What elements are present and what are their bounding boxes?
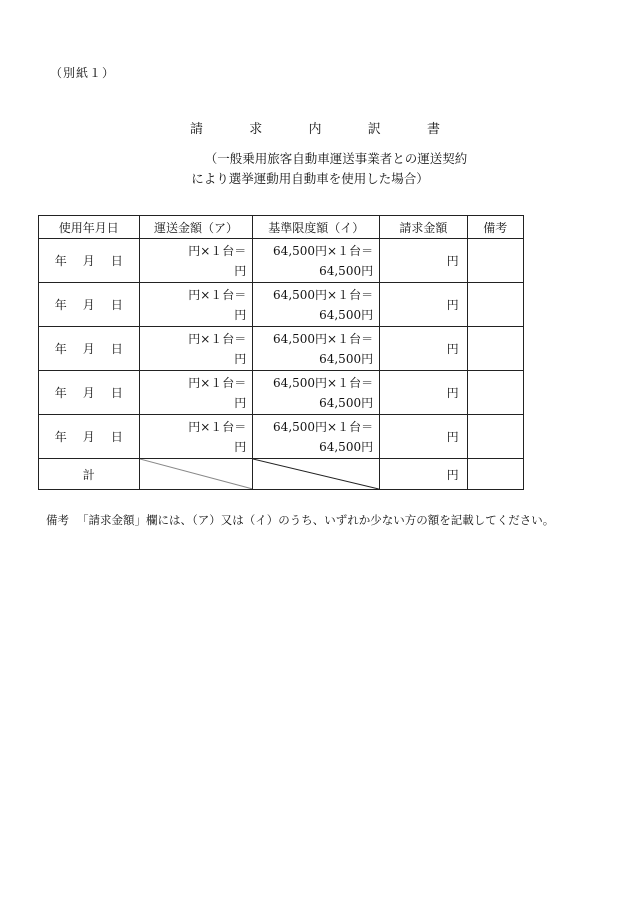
month-label: 月 (82, 386, 95, 400)
limit-result: 64,500円 (319, 439, 374, 454)
transport-amount-cell[interactable] (139, 327, 253, 371)
attachment-label: （別紙１） (50, 66, 116, 80)
table-row (39, 239, 524, 283)
month-label: 月 (82, 254, 95, 268)
limit-amount-cell (253, 371, 380, 415)
footnote-text: 「請求金額」欄には、（ア）又は（イ）のうち、いずれか少ない方の額を記載してください。 (77, 513, 555, 527)
footnote-label: 備考 (46, 513, 69, 527)
limit-result: 64,500円 (319, 351, 374, 366)
transport-formula: 円×１台＝ (188, 287, 247, 302)
limit-result: 64,500円 (319, 395, 374, 410)
total-label: 計 (39, 459, 140, 490)
limit-formula: 64,500円×１台＝ (273, 243, 374, 258)
year-label: 年 (54, 342, 67, 356)
usage-date-cell[interactable] (39, 283, 140, 327)
usage-date-cell[interactable] (39, 327, 140, 371)
table-row (39, 371, 524, 415)
header-limit-amount: 基準限度額（イ） (253, 216, 380, 239)
table-header-row (39, 216, 524, 239)
limit-amount-cell (253, 327, 380, 371)
total-claim-cell[interactable]: 円 (380, 459, 468, 490)
transport-amount-cell[interactable] (139, 239, 253, 283)
table-row (39, 415, 524, 459)
diagonal-strike-line (253, 459, 379, 489)
table-row (39, 327, 524, 371)
limit-result: 64,500円 (319, 307, 374, 322)
limit-formula: 64,500円×１台＝ (273, 419, 374, 434)
transport-result: 円 (234, 439, 247, 454)
day-label: 日 (110, 298, 123, 312)
transport-formula: 円×１台＝ (188, 243, 247, 258)
transport-result: 円 (234, 351, 247, 366)
transport-amount-cell[interactable] (139, 415, 253, 459)
limit-formula: 64,500円×１台＝ (273, 375, 374, 390)
title-char: 求 (249, 122, 263, 137)
day-label: 日 (110, 386, 123, 400)
claim-amount-cell[interactable]: 円 (380, 283, 468, 327)
title-char: 請 (190, 122, 204, 137)
year-label: 年 (54, 430, 67, 444)
remarks-cell[interactable] (467, 371, 523, 415)
claim-amount-cell[interactable]: 円 (380, 371, 468, 415)
limit-amount-cell (253, 415, 380, 459)
title-char: 書 (426, 122, 440, 137)
claim-amount-cell[interactable]: 円 (380, 327, 468, 371)
year-label: 年 (54, 254, 67, 268)
diagonal-strike-line (140, 459, 253, 489)
subtitle-line-2: により選挙運動用自動車を使用した場合） (191, 171, 429, 186)
transport-formula: 円×１台＝ (188, 331, 247, 346)
day-label: 日 (110, 342, 123, 356)
limit-amount-cell (253, 239, 380, 283)
table-row (39, 283, 524, 327)
remarks-cell[interactable] (467, 283, 523, 327)
header-remarks: 備考 (467, 216, 523, 239)
header-claim-amount: 請求金額 (380, 216, 468, 239)
remarks-cell[interactable] (467, 239, 523, 283)
month-label: 月 (82, 342, 95, 356)
transport-result: 円 (234, 263, 247, 278)
header-usage-date: 使用年月日 (39, 216, 140, 239)
transport-formula: 円×１台＝ (188, 419, 247, 434)
day-label: 日 (110, 254, 123, 268)
limit-formula: 64,500円×１台＝ (273, 331, 374, 346)
remarks-cell[interactable] (467, 415, 523, 459)
claim-amount-cell[interactable]: 円 (380, 239, 468, 283)
title-char: 訳 (367, 122, 381, 137)
claim-amount-cell[interactable]: 円 (380, 415, 468, 459)
limit-result: 64,500円 (319, 263, 374, 278)
struck-out-cell (253, 459, 380, 490)
total-row (39, 459, 524, 490)
month-label: 月 (82, 298, 95, 312)
subtitle-line-1: （一般乗用旅客自動車運送事業者との運送契約 (204, 151, 468, 166)
total-remarks-cell[interactable] (467, 459, 523, 490)
document-title (190, 118, 440, 137)
usage-date-cell[interactable] (39, 371, 140, 415)
struck-out-cell (139, 459, 253, 490)
header-transport-amount: 運送金額（ア） (139, 216, 253, 239)
month-label: 月 (82, 430, 95, 444)
transport-result: 円 (234, 395, 247, 410)
remarks-cell[interactable] (467, 327, 523, 371)
limit-formula: 64,500円×１台＝ (273, 287, 374, 302)
claim-breakdown-table (38, 215, 524, 490)
transport-amount-cell[interactable] (139, 371, 253, 415)
year-label: 年 (54, 386, 67, 400)
usage-date-cell[interactable] (39, 415, 140, 459)
transport-formula: 円×１台＝ (188, 375, 247, 390)
transport-amount-cell[interactable] (139, 283, 253, 327)
title-char: 内 (308, 122, 322, 137)
limit-amount-cell (253, 283, 380, 327)
usage-date-cell[interactable] (39, 239, 140, 283)
year-label: 年 (54, 298, 67, 312)
transport-result: 円 (234, 307, 247, 322)
day-label: 日 (110, 430, 123, 444)
footnote (46, 512, 554, 528)
